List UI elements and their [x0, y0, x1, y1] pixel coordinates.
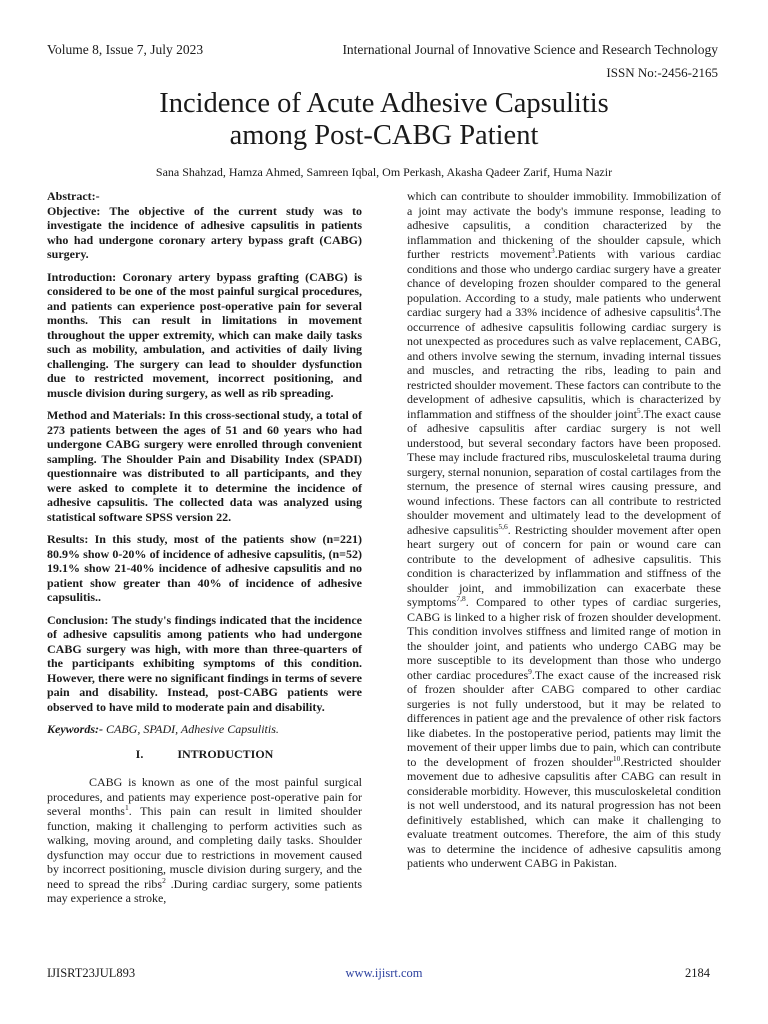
intro-text: .The exact cause of the increased risk of frozen shoulder after CABG compared to other cardiac surgeries is not fully understood, but it may be related to differences in patient age and the prevalence of other risk factors like diabetes. In the postoperative period, patients may limit the movement of their upper limbs due to pain, which can contribute to the development of frozen shoulder [407, 667, 722, 769]
journal-name: International Journal of Innovative Science and Research Technology [342, 42, 718, 57]
citation: 7,8 [456, 594, 466, 603]
intro-text: . Restricting shoulder movement after open heart surgery out of concern for pain or wound care can contribute to the development of adhesive capsulitis. This condition is characterized by inflammation and stiffness of the shoulder joint, and immobilization can exacerbate these symptoms [407, 522, 721, 609]
keywords-list: CABG, SPADI, Adhesive Capsulitis. [103, 722, 279, 736]
title-line-1: Incidence of Acute Adhesive Capsulitis [159, 88, 609, 119]
title-line-2: among Post-CABG Patient [229, 120, 539, 151]
intro-text: .Restricted shoulder movement due to adhesive capsulitis after CABG can result in considerable morbidity. However, this musculoskeletal condition is not well understood, and its natural progression has not been definitively established, which can make it challenging to evaluate treatment outcomes. Therefore, the aim of this study was to determine the incidence of adhesive capsulitis among patients who underwent CABG in Pakistan. [407, 754, 721, 870]
section-heading [47, 747, 362, 762]
intro-text: which can contribute to shoulder immobility. Immobilization of a joint may activate the body's immune response, leading to adhesive capsulitis, a condition characterized by the inflammation and thickening of the shoulder capsule, which further restricts movement [407, 189, 721, 261]
intro-paragraph-left [47, 775, 362, 906]
intro-text: CABG is known as one of the most painful surgical procedures, and patients may experience post-operative pain for several months [47, 775, 362, 818]
abstract-methods: Method and Materials: In this cross-sectional study, a total of 273 patients between the ages of 51 and 60 years who had undergone CABG surgery were enrolled through convenient sampling. The Shoulder Pain and Disability Index (SPADI) questionnaire was distributed to all participants, and they were asked to complete it to determine the incidence of adhesive capsulitis. The collected data was analyzed using statistical software SPSS version 22. [47, 408, 362, 524]
intro-text: .Patients with various cardiac conditions and those who undergo cardiac surgery have a greater chance of developing frozen shoulder compared to the general population. According to a study, male patients who underwent cardiac surgery had a 33% incidence of adhesive capsulitis [407, 247, 721, 319]
paper-code: IJISRT23JUL893 [47, 966, 136, 980]
page-number: 2184 [685, 966, 710, 980]
issn: ISSN No:-2456-2165 [606, 65, 718, 80]
journal-website-link[interactable]: www.ijisrt.com [345, 966, 423, 980]
intro-paragraph-right [407, 189, 721, 871]
citation: 10 [612, 753, 621, 763]
abstract-heading: Abstract:- [47, 189, 100, 203]
abstract-conclusion: Conclusion: The study's findings indicated that the incidence of adhesive capsulitis among patients who had undergone CABG surgery was high, with more than three-quarters of the participants exhibiting symptoms of this condition. However, there were no significant findings in terms of severe pain and disability. Instead, post-CABG patients were observed to have mild to moderate pain and disability. [47, 612, 362, 714]
left-column [47, 189, 362, 914]
section-number: I. [135, 746, 144, 761]
intro-text: .During cardiac surgery, some patients may experience a stroke, [47, 876, 362, 905]
intro-text: .The exact cause of adhesive capsulitis after cardiac surgery is not well understood, but several secondary factors have been proposed. These may include fractured ribs, musculoskeletal trauma during surgery, sternal nonunion, separation of costal cartilages from the sternum, the presence of sternal wires causing pressure, and wound infections. These factors can all contribute to restricted shoulder movement and ultimately lead to the development of adhesive capsulitis [407, 406, 721, 537]
intro-text: . Compared to other types of cardiac surgeries, CABG is linked to a higher risk of frozen shoulder development. This condition involves stiffness and limited range of motion in the shoulder joint, and patients who undergo CABG may be more susceptible to its development than those who undergo other cardiac procedures [407, 595, 721, 682]
keywords-label: Keywords:- [47, 722, 103, 736]
citation: 3 [550, 246, 555, 255]
intro-text: .The occurrence of adhesive capsulitis following cardiac surgery is not unexpected as procedures such as valve replacement, CABG, and others involve sewing the sternum, invading internal tissues and muscles, and retracting the ribs, leading to pain and restricted shoulder movement. These factors can contribute to the development of adhesive capsulitis, which is characterized by inflammation and stiffness of the shoulder joint [407, 305, 722, 421]
abstract-introduction: Introduction: Coronary artery bypass grafting (CABG) is considered to be one of the most painful surgical procedures, and patients can experience post-operative pain for several months. This can result in limitations in movement throughout the upper extremity, which can make daily tasks such as mobility, ambulation, and activities of daily living challenging. The surgery can lead to shoulder dysfunction due to restricted movement, incorrect positioning, and muscle division during surgery, as well as rib spreading. [47, 269, 362, 400]
author-list: Sana Shahzad, Hamza Ahmed, Samreen Iqbal, Om Perkash, Akasha Qadeer Zarif, Huma Nazir [155, 165, 613, 179]
paper-title [0, 88, 768, 152]
citation: 2 [162, 875, 166, 885]
citation: 9 [528, 666, 532, 676]
right-column [407, 189, 721, 879]
volume-issue: Volume 8, Issue 7, July 2023 [47, 42, 204, 57]
citation: 5,6 [498, 521, 508, 531]
citation: 1 [124, 803, 129, 812]
abstract-results: Results: In this study, most of the patients show (n=221) 80.9% show 0-20% of incidence of adhesive capsulitis, (n=52) 19.1% show 21-40% incidence of adhesive capsulitis and no patient show greater than 40% of incidence of adhesive capsulitis.. [47, 532, 362, 604]
citation: 5 [636, 405, 641, 415]
keywords [47, 722, 362, 737]
abstract-objective: Objective: The objective of the current study was to investigate the incidence of adhesive capsulitis in patients who had undergone coronary artery bypass graft (CABG) surgery. [47, 203, 362, 261]
intro-text: . This pain can result in limited shoulder function, making it challenging to perform activities such as walking, moving around, and completing daily tasks. Shoulder dysfunction may occur due to restrictions in movement caused by incorrect positioning, muscle division during surgery, and the need to spread the ribs [47, 804, 362, 891]
section-title: INTRODUCTION [177, 746, 274, 761]
citation: 4 [695, 304, 700, 313]
